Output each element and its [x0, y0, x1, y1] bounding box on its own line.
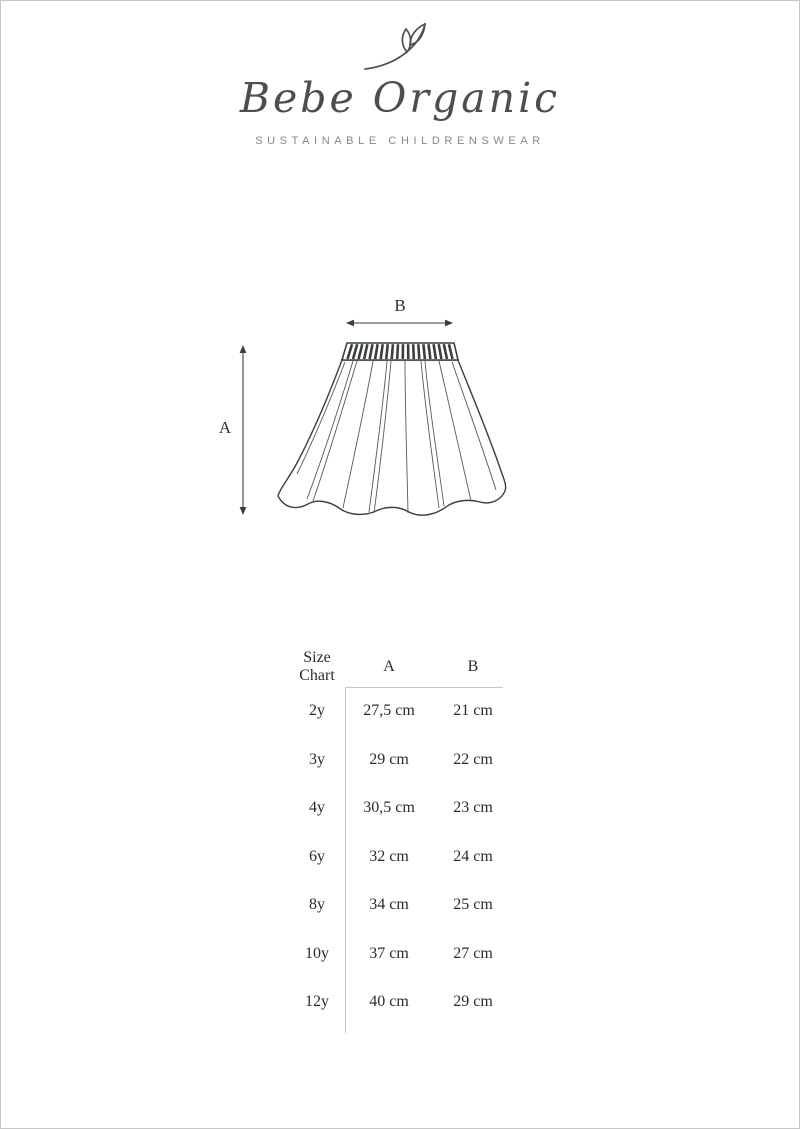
waistband — [342, 343, 458, 360]
column-header-a: A — [383, 658, 395, 675]
measure-b-value: 23 cm — [453, 799, 493, 817]
measure-b-value: 29 cm — [453, 993, 493, 1011]
size-label: 6y — [309, 847, 325, 865]
brand-tagline: SUSTAINABLE CHILDRENSWEAR — [255, 135, 545, 148]
measure-b-value: 22 cm — [453, 750, 493, 768]
skirt-body — [278, 360, 506, 515]
measure-b-value: 21 cm — [453, 702, 493, 720]
measure-a-value: 40 cm — [369, 993, 409, 1011]
size-label: 2y — [309, 702, 325, 720]
size-chart-title-line1: Size — [303, 649, 331, 666]
skirt-sketch — [201, 289, 541, 534]
measure-label-a: A — [218, 418, 232, 437]
size-chart-title — [289, 647, 345, 687]
measure-b-value: 24 cm — [453, 847, 493, 865]
size-label: 8y — [309, 896, 325, 914]
measure-a-value: 34 cm — [369, 896, 409, 914]
size-label: 4y — [309, 799, 325, 817]
brand-name: Bebe Organic — [239, 74, 561, 122]
measure-a-value: 27,5 cm — [363, 702, 415, 720]
table-rule-horizontal — [346, 687, 503, 688]
size-label: 10y — [305, 944, 329, 962]
size-chart-title-line2: Chart — [299, 667, 335, 684]
measure-a-value: 32 cm — [369, 847, 409, 865]
length-arrow-a — [240, 345, 247, 515]
measure-label-b: B — [394, 296, 406, 315]
measure-a-value: 30,5 cm — [363, 799, 415, 817]
size-chart — [289, 647, 513, 1027]
leaf-sprig-icon — [361, 15, 439, 75]
measure-b-value: 27 cm — [453, 944, 493, 962]
measure-b-value: 25 cm — [453, 896, 493, 914]
size-label: 3y — [309, 750, 325, 768]
table-rule-vertical — [345, 687, 346, 1033]
column-header-b: B — [467, 658, 479, 675]
measure-a-value: 37 cm — [369, 944, 409, 962]
width-arrow-b — [346, 320, 453, 327]
size-label: 12y — [305, 993, 329, 1011]
brand-header — [1, 15, 799, 147]
measure-a-value: 29 cm — [369, 750, 409, 768]
